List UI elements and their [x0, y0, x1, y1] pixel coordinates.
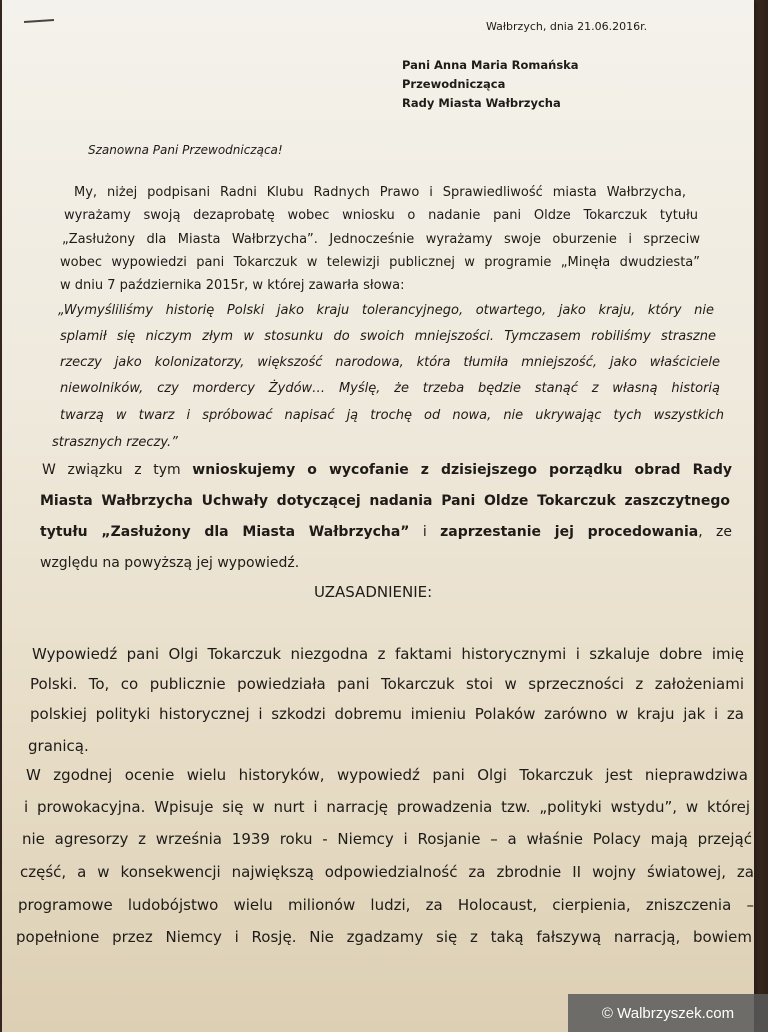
quote-line: splamił się niczym złym w stosunku do swoich mniejszości. Tymczasem robiliśmy straszne [60, 329, 716, 344]
paragraph-2-line: Polski. To, co publicznie powiedziała pani Tokarczuk stoi w sprzeczności z założeniami [30, 675, 744, 693]
justification-heading: UZASADNIENIE: [314, 583, 433, 601]
recipient-name: Pani Anna Maria Romańska [402, 58, 579, 72]
paragraph-2-line: Wypowiedź pani Olgi Tokarczuk niezgodna z faktami historycznymi i szkaluje dobre imię [32, 645, 744, 663]
paragraph-3-line: popełnione przez Niemcy i Rosję. Nie zgadzamy się z taką fałszywą narracją, bowiem [16, 928, 752, 946]
recipient-org: Rady Miasta Wałbrzycha [402, 96, 561, 110]
quote-line: twarzą w twarz i spróbować napisać ją trochę od nowa, nie ukrywając tych wszystkich [60, 408, 724, 423]
paragraph-1-line: wobec wypowiedzi pani Tokarczuk w telewizji publicznej w programie „Minęła dwudziesta” [60, 255, 700, 270]
paragraph-1-line: „Zasłużony dla Miasta Wałbrzycha”. Jednocześnie wyrażamy swoje oburzenie i sprzeciw [62, 232, 700, 247]
recipient-title: Przewodnicząca [402, 77, 506, 91]
paragraph-1-line: My, niżej podpisani Radni Klubu Radnych Prawo i Sprawiedliwość miasta Wałbrzycha, [74, 185, 686, 200]
letter-date: Wałbrzych, dnia 21.06.2016r. [486, 20, 648, 33]
paragraph-3-line: nie agresorzy z września 1939 roku - Niemcy i Rosjanie – a właśnie Polacy mają przejąć [22, 830, 752, 848]
staple-mark [24, 19, 54, 23]
letter-page [2, 0, 754, 1032]
paragraph-1-line: wyrażamy swoją dezaprobatę wobec wniosku o nadanie pani Oldze Tokarczuk tytułu [64, 208, 698, 223]
request-line: W związku z tym wnioskujemy o wycofanie z dzisiejszego porządku obrad Rady [42, 462, 732, 478]
salutation: Szanowna Pani Przewodnicząca! [88, 143, 283, 157]
paragraph-3-line: część, a w konsekwencji największą odpowiedzialność za zbrodnie II wojny światowej, za [20, 863, 754, 881]
paragraph-3-line: programowe ludobójstwo wielu milionów ludzi, za Holocaust, cierpienia, zniszczenia – [18, 896, 754, 914]
paragraph-2-line: polskiej polityki historycznej i szkodzi dobremu imieniu Polaków zarówno w kraju jak i za [30, 705, 744, 723]
request-line: Miasta Wałbrzycha Uchwały dotyczącej nadania Pani Oldze Tokarczuk zaszczytnego [40, 493, 730, 509]
paragraph-2-line: granicą. [28, 737, 89, 755]
paragraph-1-line: w dniu 7 października 2015r, w której zawarła słowa: [60, 278, 405, 293]
quote-line: strasznych rzeczy.” [52, 435, 178, 450]
paragraph-3-line: i prowokacyjna. Wpisuje się w nurt i narrację prowadzenia tzw. „polityki wstydu”, w której [24, 798, 750, 816]
paragraph-3-line: W zgodnej ocenie wielu historyków, wypowiedź pani Olgi Tokarczuk jest nieprawdziwa [26, 766, 748, 784]
request-line: tytułu „Zasłużony dla Miasta Wałbrzycha” i zaprzestanie jej procedowania, ze [40, 524, 732, 540]
quote-line: rzeczy jako kolonizatorzy, większość narodowa, która tłumiła mniejszość, jako właściciele [60, 355, 720, 370]
watermark: © Walbrzyszek.com [568, 994, 768, 1032]
quote-line: niewolników, czy mordercy Żydów… Myślę, że trzeba będzie stanąć z własną historią [60, 381, 720, 396]
request-line: względu na powyższą jej wypowiedź. [40, 555, 300, 571]
quote-line: „Wymyśliliśmy historię Polski jako kraju tolerancyjnego, otwartego, jako kraju, który nie [58, 303, 714, 318]
